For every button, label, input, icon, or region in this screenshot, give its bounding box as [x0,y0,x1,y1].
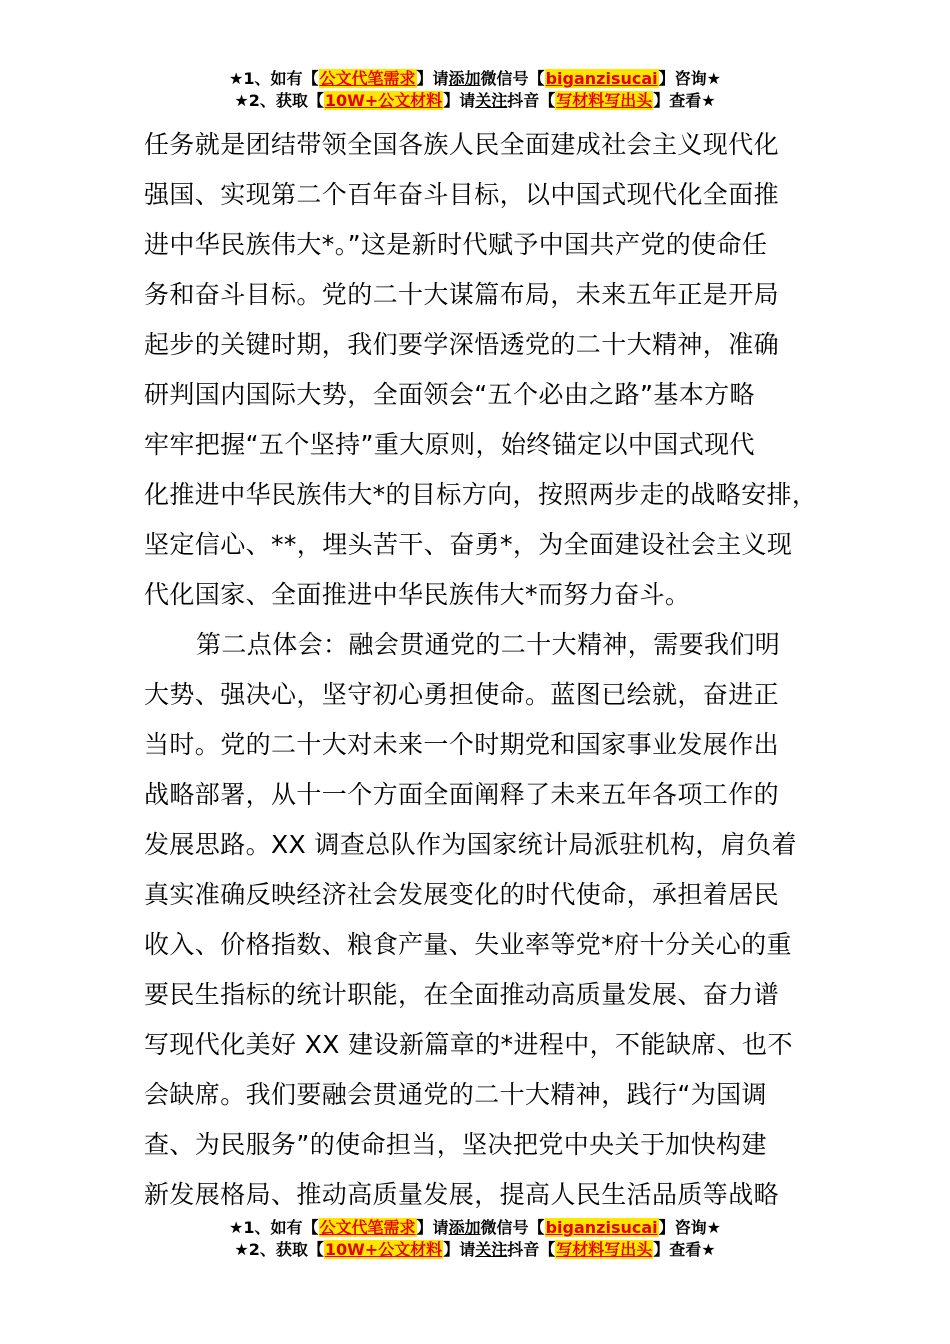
text-line: 真实准确反映经济社会发展变化的时代使命，承担着居民 [144,880,780,909]
highlight-text: 写材料写出头 [556,91,653,110]
banner-text: 】请 [443,1240,476,1259]
banner-text: 抖音【 [507,91,556,110]
text-line: 化推进中华民族伟大*的目标方向，按照两步走的战略安排， [144,480,818,509]
banner-text: 】请 [443,91,476,110]
text-line: 会缺席。我们要融会贯通党的二十大精神，践行“为国调 [144,1080,767,1109]
top-banner [0,68,950,112]
text-line: 发展思路。XX 调查总队作为国家统计局派驻机构，肩负着 [144,830,798,859]
banner-text: 微信号【 [480,1218,545,1237]
text-line: 任务就是团结带领全国各族人民全面建成社会主义现代化 [144,130,780,159]
paragraph-2 [144,620,814,1220]
text-line: 牢牢把握“五个坚持”重大原则，始终锚定以中国式现代 [144,430,755,459]
banner-line-2 [0,90,950,112]
banner-text: ★2、获取【 [234,91,324,110]
highlight-text: biganzisucai [545,69,658,88]
highlight-text: biganzisucai [545,1218,658,1237]
text-line: 坚定信心、**，埋头苦干、奋勇*，为全面建设社会主义现 [144,530,793,559]
text-line: 第二点体会：融会贯通党的二十大精神，需要我们明 [196,630,781,659]
banner-text: ★1、如有【 [229,69,319,88]
highlight-text: 公文代笔需求 [319,69,416,88]
text-line: 战略部署，从十一个方面全面阐释了未来五年各项工作的 [144,780,780,809]
highlight-text: 写材料写出头 [556,1240,653,1259]
text-line: 当时。党的二十大对未来一个时期党和国家事业发展作出 [144,730,780,759]
highlight-text: 公文代笔需求 [319,1218,416,1237]
paragraph-1 [144,120,818,620]
text-line: 新发展格局、推动高质量发展，提高人民生活品质等战略 [144,1180,780,1209]
banner-text: 】请 [416,1218,449,1237]
banner-text: 微信号【 [480,69,545,88]
text-line: 收入、价格指数、粮食产量、失业率等党*府十分关心的重 [144,930,792,959]
emphasis-text: 添加 [448,1218,481,1237]
text-line: 查、为民服务”的使命担当，坚决把党中央关于加快构建 [144,1130,767,1159]
banner-line-2 [0,1239,950,1261]
banner-text: 】查看★ [653,1240,716,1259]
banner-text: 】请 [416,69,449,88]
banner-line-1 [0,1217,950,1239]
text-line: 进中华民族伟大*。”这是新时代赋予中国共产党的使命任 [144,230,768,259]
text-line: 要民生指标的统计职能，在全面推动高质量发展、奋力谱 [144,980,780,1009]
text-line: 代化国家、全面推进中华民族伟大*而努力奋斗。 [144,580,691,609]
banner-text: 】咨询★ [658,1218,721,1237]
banner-text: 抖音【 [507,1240,556,1259]
emphasis-text: 添加 [448,69,481,88]
banner-text: ★2、获取【 [234,1240,324,1259]
highlight-text: 10W+公文材料 [324,91,443,110]
text-line: 起步的关键时期，我们要学深悟透党的二十大精神，准确 [144,330,780,359]
text-line: 写现代化美好 XX 建设新篇章的*进程中，不能缺席、也不 [144,1030,793,1059]
text-line: 大势、强决心，坚守初心勇担使命。蓝图已绘就，奋进正 [144,680,780,709]
emphasis-text: 关注 [475,91,508,110]
bottom-banner [0,1217,950,1261]
highlight-text: 10W+公文材料 [324,1240,443,1259]
text-line: 务和奋斗目标。党的二十大谋篇布局，未来五年正是开局 [144,280,780,309]
banner-text: ★1、如有【 [229,1218,319,1237]
emphasis-text: 关注 [475,1240,508,1259]
text-line: 研判国内国际大势，全面领会“五个必由之路”基本方略 [144,380,755,409]
banner-line-1 [0,68,950,90]
banner-text: 】咨询★ [658,69,721,88]
banner-text: 】查看★ [653,91,716,110]
document-body [144,120,818,1220]
text-line: 强国、实现第二个百年奋斗目标，以中国式现代化全面推 [144,180,780,209]
